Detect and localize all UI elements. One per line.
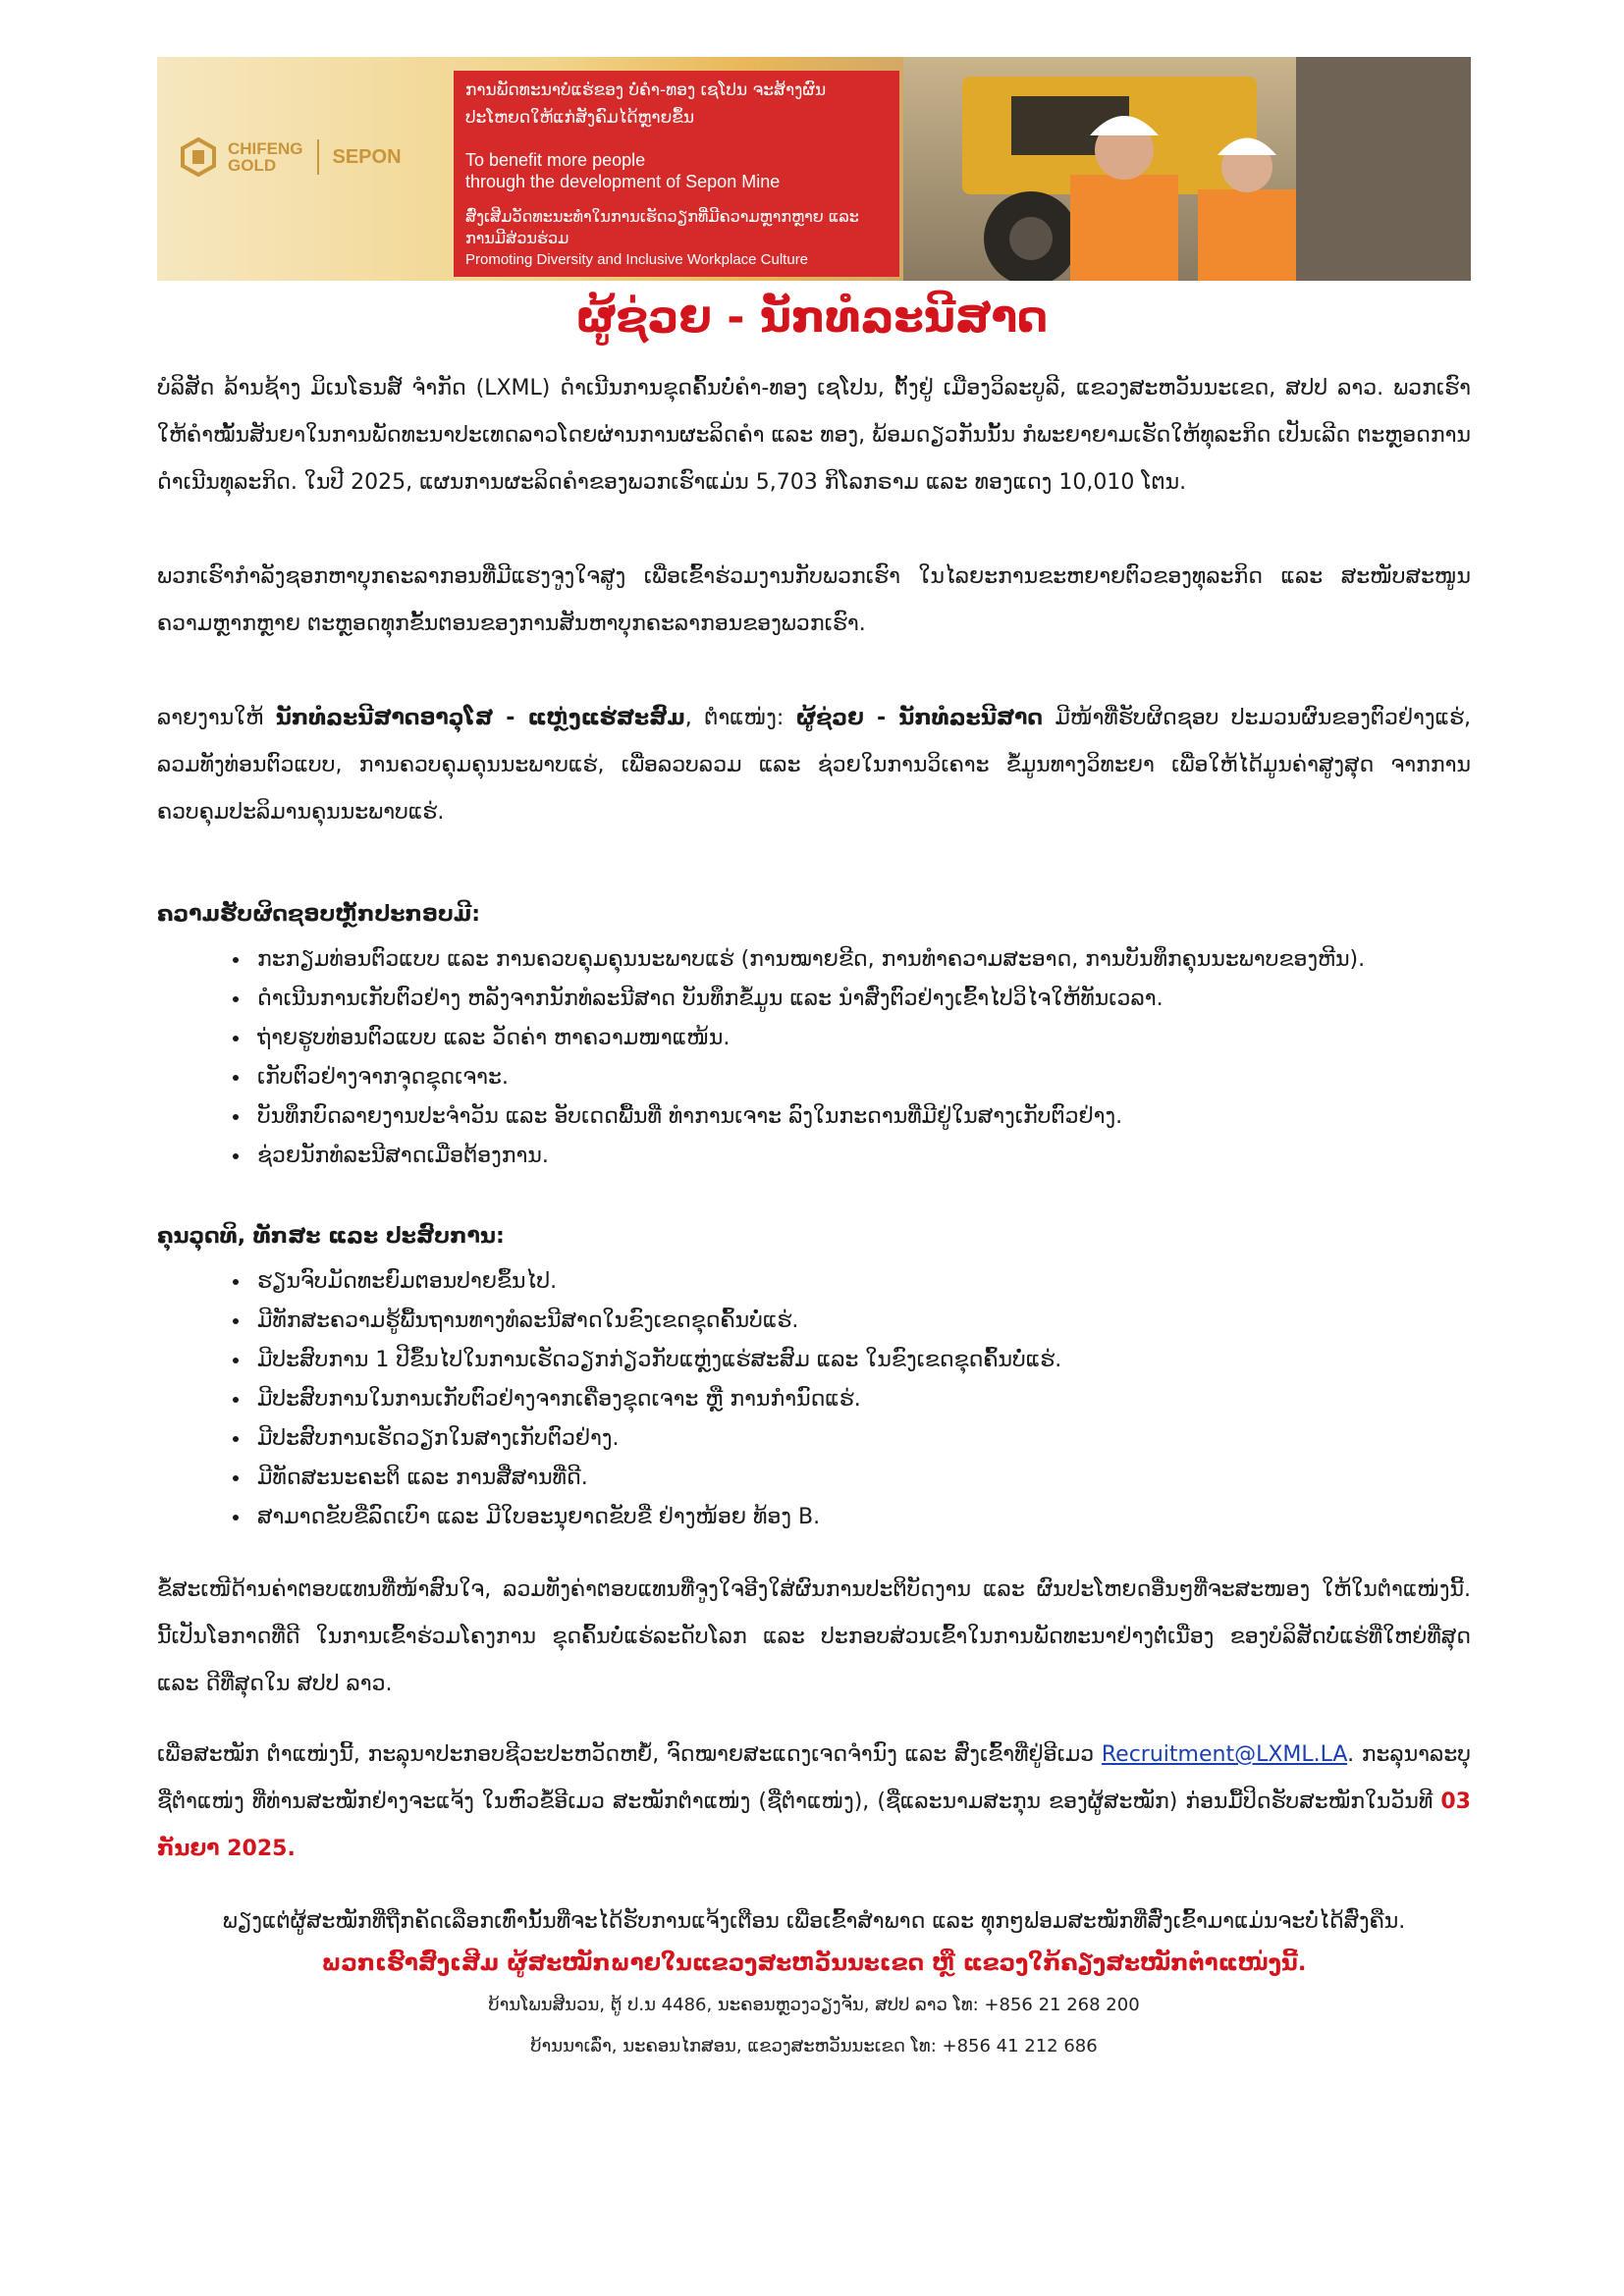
shortlist-note: ພຽງແຕ່ຜູ້ສະໝັກທີ່ຖືກຄັດເລືອກເທົ່ານັ້ນທີ່ຈະໄດ້ຮັບການແຈ້ງເຕືອນ ເພື່ອເຂົ້າສໍາພາດ ແລະ ທຸກໆຟອມສະໝັກທີ່ສົ່ງເຂົ້າມາແມ່ນຈະບໍ່ໄດ້ສົ່ງຄືນ. — [222, 1909, 1406, 1934]
recruitment-email-link[interactable]: Recruitment@LXML.LA — [1101, 1742, 1348, 1767]
address-savannakhet: ບ້ານນາເລົ່າ, ນະຄອນໄກສອນ, ແຂວງສະຫວັນນະເຂດ ໂທ: +856 41 212 686 — [530, 2036, 1098, 2056]
position-name: ຜູ້ຊ່ວຍ - ນັກທໍລະນີສາດ — [795, 706, 1043, 730]
intro-paragraph-1: ບໍລິສັດ ລ້ານຊ້າງ ມິເນໂຣນສ໌ ຈໍາກັດ (LXML) ດໍາເນີນການຂຸດຄົ້ນບໍ່ຄໍາ-ທອງ ເຊໂປນ, ຕັ້ງຢູ່ ເມືອງວິລະບູລີ, ແຂວງສະຫວັນນະເຂດ, ສປປ ລາວ. ພວກເຮົາ ໃຫ້ຄໍາໝັ້ນສັນຍາໃນການພັດທະນາປະເທດລາວໂດຍຜ່ານການຜະລິດຄໍາ ແລະ ທອງ, ພ້ອມດຽວກັນນັ້ນ ກໍພະຍາຍາມເຮັດໃຫ້ທຸລະກິດ ເປັນເລີດ ຕະຫຼອດການດໍາເນີນທຸລະກິດ. ໃນປີ 2025, ແຜນການຜະລິດຄໍາຂອງພວກເຮົາແມ່ນ 5,703 ກິໂລກຣາມ ແລະ ທອງແດງ 10,010 ໂຕນ. — [157, 376, 1471, 495]
reporting-paragraph: ລາຍງານໃຫ້ ນັກທໍລະນີສາດອາວຸໂສ - ແຫຼ່ງແຮ່ສະສົມ, ຕໍາແໜ່ງ: ຜູ້ຊ່ວຍ - ນັກທໍລະນີສາດ ມີໜ້າທີ່ຮັບຜິດຊອບ ປະມວນຜົນຂອງຕົວຢ່າງແຮ່, ລວມທັງທ່ອນຕົວແບບ, ການຄວບຄຸມຄຸນນະພາບແຮ່, ເພື່ອລວບລວມ ແລະ ຊ່ວຍໃນການວິເຄາະ ຂໍ້ມູນທາງວິທະຍາ ເພື່ອໃຫ້ໄດ້ມູນຄ່າສູງສຸດ ຈາກການຄວບຄຸມປະລິມານຄຸນນະພາບແຮ່. — [157, 706, 1471, 825]
list-item: • ມີປະສົບການເຮັດວຽກໃນສາງເກັບຕົວຢ່າງ. — [251, 1419, 1471, 1459]
list-item: • ມີປະສົບການ 1 ປີຂຶ້ນໄປໃນການເຮັດວຽກກ່ຽວກັບແຫຼ່ງແຮ່ສະສົມ ແລະ ໃນຂົງເຂດຂຸດຄົ້ນບໍ່ແຮ່. — [251, 1341, 1471, 1380]
mine-workers-photo — [903, 57, 1471, 281]
reports-to: ນັກທໍລະນີສາດອາວຸໂສ - ແຫຼ່ງແຮ່ສະສົມ — [275, 706, 685, 730]
list-item: • ສາມາດຂັບຂີ່ລົດເບົາ ແລະ ມີໃບອະນຸຍາດຂັບຂີ່ ຢ່າງໜ້ອຍ ທ້ອງ B. — [251, 1498, 1471, 1537]
list-item: • ຊ່ວຍນັກທໍລະນີສາດເມື່ອຕ້ອງການ. — [251, 1137, 1471, 1176]
list-item: • ມີປະສົບການໃນການເກັບຕົວຢ່າງຈາກເຄື່ອງຂຸດເຈາະ ຫຼື ການກໍານົດແຮ່. — [251, 1380, 1471, 1419]
job-description — [157, 365, 1471, 2067]
banner-en-line-2: through the development of Sepon Mine — [465, 172, 781, 191]
banner-diversity-caption — [454, 200, 899, 277]
qualifications-list — [157, 1262, 1471, 1537]
job-title: ຜູ້ຊ່ວຍ - ນັກທໍລະນີສາດ — [575, 293, 1049, 343]
sepon-logo-text: SEPON — [332, 145, 402, 168]
deadline-date: 03 ກັນຍາ 2025 — [157, 1789, 1471, 1861]
header-banner — [157, 57, 1471, 281]
banner-english-headline — [454, 143, 899, 206]
logo-line-2: GOLD — [228, 156, 277, 175]
list-item: • ກະກຽມທ່ອນຕົວແບບ ແລະ ການຄວບຄຸມຄຸນນະພາບແຮ່ (ການໝາຍຂີດ, ການທໍາຄວາມສະອາດ, ການບັນທຶກຄຸນນະພາບຂອງຫີນ). — [251, 940, 1471, 980]
list-item: • ຖ່າຍຮູບທ່ອນຕົວແບບ ແລະ ວັດຄ່າ ຫາຄວາມໜາແໜ້ນ. — [251, 1019, 1471, 1058]
qualifications-heading: ຄຸນວຸດທິ, ທັກສະ ແລະ ປະສົບການ: — [157, 1224, 505, 1249]
list-item: • ມີທັດສະນະຄະຕິ ແລະ ການສື່ສານທີ່ດີ. — [251, 1459, 1471, 1498]
banner-lao-headline: ການພັດທະນາບໍ່ແຮ່ຂອງ ບໍ່ຄໍາ-ທອງ ເຊໂປນ ຈະສ້າງຜົນປະໂຫຍດໃຫ້ແກ່ສັງຄົມໄດ້ຫຼາຍຂຶ້ນ — [454, 71, 899, 151]
intro-paragraph-2: ພວກເຮົາກໍາລັງຊອກຫາບຸກຄະລາກອນທີ່ມີແຮງຈູງໃຈສູງ ເພື່ອເຂົ້າຮ່ວມງານກັບພວກເຮົາ ໃນໄລຍະການຂະຫຍາຍຕົວຂອງທຸລະກິດ ແລະ ສະໜັບສະໜູນຄວາມຫຼາກຫຼາຍ ຕະຫຼອດທຸກຂັ້ນຕອນຂອງການສັນຫາບຸກຄະລາກອນຂອງພວກເຮົາ. — [157, 564, 1471, 636]
list-item: • ເກັບຕົວຢ່າງຈາກຈຸດຂຸດເຈາະ. — [251, 1058, 1471, 1097]
responsibilities-list — [157, 940, 1471, 1176]
chifeng-logo-icon — [179, 137, 218, 177]
logo-line-1: CHIFENG — [228, 139, 303, 158]
banner-en-line-1: To benefit more people — [465, 150, 646, 170]
banner-lao-sub: ສົ່ງເສີມວັດທະນະທໍາໃນການເຮັດວຽກທີ່ມີຄວາມຫຼາກຫຼາຍ ແລະ ການມີສ່ວນຮ່ວມ — [465, 207, 859, 247]
address-vientiane: ບ້ານໂພນສີນວນ, ຕູ້ ປ.ນ 4486, ນະຄອນຫຼວງວຽງຈັນ, ສປປ ລາວ ໂທ: +856 21 268 200 — [488, 1995, 1140, 2015]
offer-paragraph: ຂໍ້ສະເໜີດ້ານຄ່າຕອບແທນທີ່ໜ້າສົນໃຈ, ລວມທັງຄ່າຕອບແທນທີ່ຈູງໃຈອີງໃສ່ຜົນການປະຕິບັດງານ ແລະ ຜົນປະໂຫຍດອື່ນໆທີ່ຈະສະໜອງ ໃຫ້ໃນຕໍາແໜ່ງນີ້. ນີ້ເປັນໂອກາດທີ່ດີ ໃນການເຂົ້າຮ່ວມໂຄງການ ຂຸດຄົ້ນບໍ່ແຮ່ລະດັບໂລກ ແລະ ປະກອບສ່ວນເຂົ້າໃນການພັດທະນາຢ່າງຕໍ່ເນື່ອງ ຂອງບໍລິສັດບໍ່ແຮ່ທີ່ໃຫຍ່ທີ່ສຸດ ແລະ ດີທີ່ສຸດໃນ ສປປ ລາວ. — [157, 1577, 1471, 1696]
apply-paragraph: ເພື່ອສະໝັກ ຕໍາແໜ່ງນີ້, ກະລຸນາປະກອບຊີວະປະຫວັດຫຍໍ້, ຈົດໝາຍສະແດງເຈດຈໍານົງ ແລະ ສົ່ງເຂົ້າທີ່ຢູ່ອີເມວ Recruitment@LXML.LA. ກະລຸນາລະບຸ ຊື່ຕໍາແໜ່ງ ທີ່ທ່ານສະໝັກຢ່າງຈະແຈ້ງ ໃນຫົວຂໍ້ອີເມວ ສະໝັກຕໍາແໜ່ງ (ຊື່ຕໍາແໜ່ງ), (ຊື່ແລະນາມສະກຸນ ຂອງຜູ້ສະໝັກ) ກ່ອນມື້ປິດຮັບສະໝັກໃນວັນທີ 03 ກັນຍາ 2025. — [157, 1742, 1471, 1861]
logo-divider — [317, 139, 319, 175]
responsibilities-heading: ຄວາມຮັບຜິດຊອບຫຼັກປະກອບມີ: — [157, 902, 481, 927]
list-item: • ບັນທຶກບົດລາຍງານປະຈໍາວັນ ແລະ ອັບເດດພື້ນທີ່ ທໍາການເຈາະ ລົງໃນກະດານທີ່ມີຢູ່ໃນສາງເກັບຕົວຢ່າງ. — [251, 1097, 1471, 1137]
company-logo — [179, 137, 402, 177]
encourage-local-applicants: ພວກເຮົາສົ່ງເສີມ ຜູ້ສະໝັກພາຍໃນແຂວງສະຫວັນນະເຂດ ຫຼື ແຂວງໃກ້ຄຽງສະໝັກຕໍາແໜ່ງນີ້. — [321, 1950, 1307, 1976]
list-item: • ດໍາເນີນການເກັບຕົວຢ່າງ ຫລັງຈາກນັກທໍລະນີສາດ ບັນທຶກຂໍ້ມູນ ແລະ ນໍາສົ່ງຕົວຢ່າງເຂົ້າໄປວິໄຈໃຫ້ທັນເວລາ. — [251, 980, 1471, 1019]
list-item: • ມີທັກສະຄວາມຮູ້ພື້ນຖານທາງທໍລະນີສາດໃນຂົງເຂດຂຸດຄົ້ນບໍ່ແຮ່. — [251, 1302, 1471, 1341]
banner-en-sub: Promoting Diversity and Inclusive Workplace Culture — [465, 251, 809, 268]
list-item: • ຮຽນຈົບມັດທະຍົມຕອນປາຍຂຶ້ນໄປ. — [251, 1262, 1471, 1302]
